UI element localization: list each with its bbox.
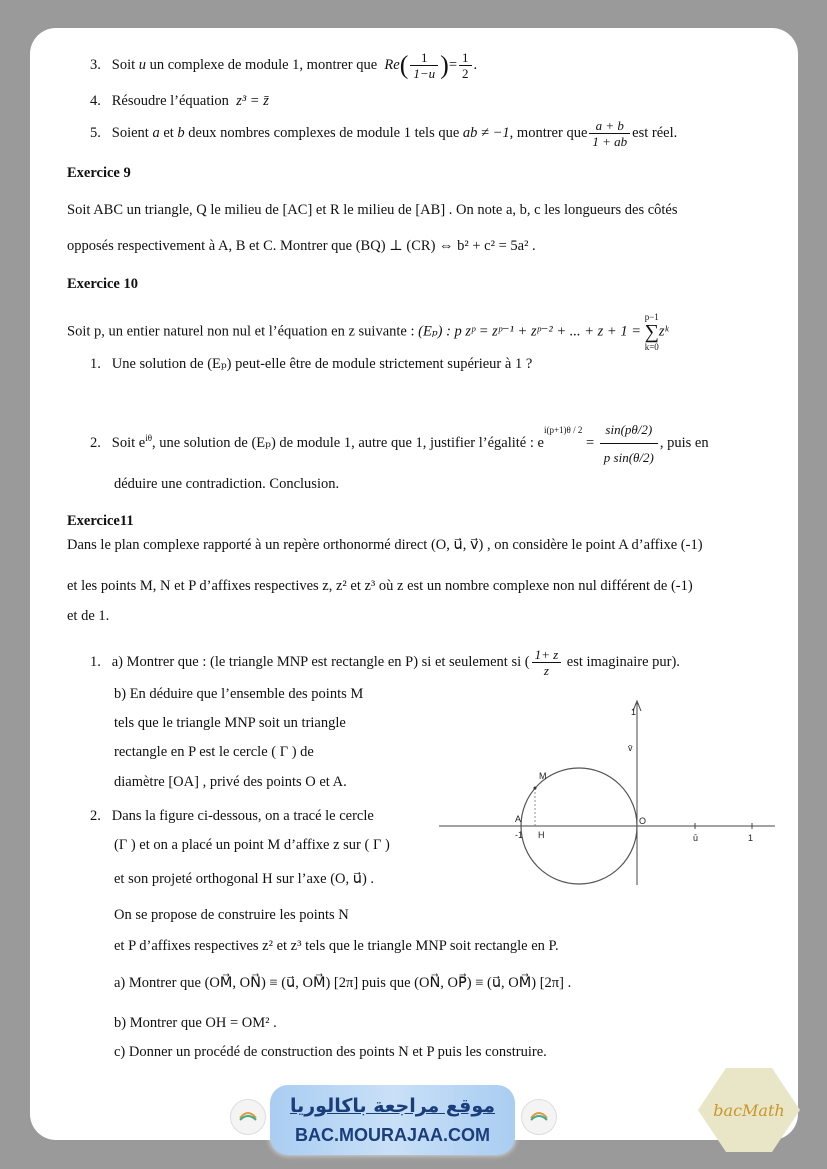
exercise-10-q2: 2. Soit $e^{i\theta}$, une solution de (Eₚ) de module 1, autre que 1, justifier l’égalité : $e^{i(p+1)\theta / 2}$ = $\frac{\sin(p\theta/2)}{\text{p sin(θ/2)}}$ , puis en	[90, 416, 709, 471]
exercise-9-line-1: Soit ABC un triangle, Q le milieu de [AC] et R le milieu de [AB] . On note a, b, c les longueurs des côtés	[67, 202, 678, 218]
item-5: 5. Soient a et b deux nombres complexes de module 1 tels que ab ≠ −1, montrer que $\frac{a + b}{1 + ab}$ est réel.	[90, 118, 678, 149]
site-banner[interactable]	[270, 1085, 515, 1155]
bacmath-logo-icon	[694, 1066, 804, 1154]
right-logo-icon	[521, 1099, 557, 1135]
label-1-vertical: 1	[631, 707, 637, 717]
exercise-11-q2-2: (Γ ) et on a placé un point M d’affixe z sur ( Γ )	[114, 837, 390, 853]
exercise-9-line-2: opposés respectivement à A, B et C. Montrer que (BQ) ⊥ (CR) ⇔ b² + c² = 5a² .	[67, 238, 536, 254]
svg-text:bacMath: bacMath	[713, 1101, 785, 1120]
exercise-10-q1: 1. Une solution de (Eₚ) peut-elle être de module strictement supérieur à 1 ?	[90, 356, 533, 372]
exercise-11-q1b-1: b) En déduire que l’ensemble des points M	[114, 686, 364, 702]
point-M	[534, 787, 537, 790]
label-A: A	[515, 814, 522, 824]
exercise-11-title: Exercice11	[67, 513, 134, 529]
exercise-11-line-3: et de 1.	[67, 608, 110, 624]
exercise-11-q1a: 1. a) Montrer que : (le triangle MNP est rectangle en P) si et seulement si ( $\frac{1+ z}{z}$ est imaginaire pur).	[90, 647, 680, 678]
site-url[interactable]: BAC.MOURAJAA.COM	[295, 1125, 490, 1145]
exercise-11-q2-5: et P d’affixes respectives z² et z³ tels que le triangle MNP soit rectangle en P.	[114, 938, 559, 954]
exercise-11-q2a: a) Montrer que (OM⃗, ON⃗) ≡ (u⃗, OM⃗) [2π] puis que (ON⃗, OP⃗) ≡ (u⃗, OM⃗) [2π] .	[114, 975, 572, 991]
site-arabic-name: موقع مراجعة باكالوريا	[289, 1095, 496, 1117]
exercise-10-title: Exercice 10	[67, 276, 138, 292]
label-O: O	[639, 816, 647, 826]
exercise-11-q2b: b) Montrer que OH = OM² .	[114, 1015, 277, 1031]
exercise-10-intro: Soit p, un entier naturel non nul et l’équation en z suivante : (Eₚ) : p zᵖ = zᵖ⁻¹ + zᵖ⁻² + ... + z + 1 = p−1 ∑ k=0 zᵏ	[67, 312, 669, 352]
exercise-11-q1b-2: tels que le triangle MNP soit un triangle	[114, 715, 346, 731]
label-M: M	[539, 771, 547, 781]
label-u: ū	[693, 833, 699, 843]
label-minus-1: -1	[515, 830, 524, 840]
exercise-9-title: Exercice 9	[67, 165, 131, 181]
label-H: H	[538, 830, 545, 840]
exercise-10-q2-cont: déduire une contradiction. Conclusion.	[114, 476, 340, 492]
exercise-11-q2c: c) Donner un procédé de construction des points N et P puis les construire.	[114, 1044, 547, 1060]
left-logo-icon	[230, 1099, 266, 1135]
label-1: 1	[748, 833, 754, 843]
exercise-11-q2-1: 2. Dans la figure ci-dessous, on a tracé le cercle	[90, 808, 374, 824]
item-4: 4. Résoudre l’équation z³ = z̄	[90, 93, 269, 109]
exercise-11-line-1: Dans le plan complexe rapporté à un repère orthonormé direct (O, u⃗, v⃗) , on considère le point A d’affixe (-1)	[67, 537, 703, 553]
exercise-11-q1b-4: diamètre [OA] , privé des points O et A.	[114, 774, 347, 790]
circle-figure	[435, 695, 780, 890]
label-v: v̄	[628, 743, 633, 753]
exercise-11-q2-4: On se propose de construire les points N	[114, 907, 349, 923]
exercise-11-q2-3: et son projeté orthogonal H sur l’axe (O, u⃗) .	[114, 871, 375, 887]
exercise-11-line-2: et les points M, N et P d’affixes respectives z, z² et z³ où z est un nombre complexe non nul différent de (-1)	[67, 578, 693, 594]
item-3: 3. Soit u un complexe de module 1, montrer que Re( $\frac{1}{1-u}$ )= $\frac{1}{2}$ .	[90, 50, 478, 81]
exercise-11-q1b-3: rectangle en P est le cercle ( Γ ) de	[114, 744, 314, 760]
